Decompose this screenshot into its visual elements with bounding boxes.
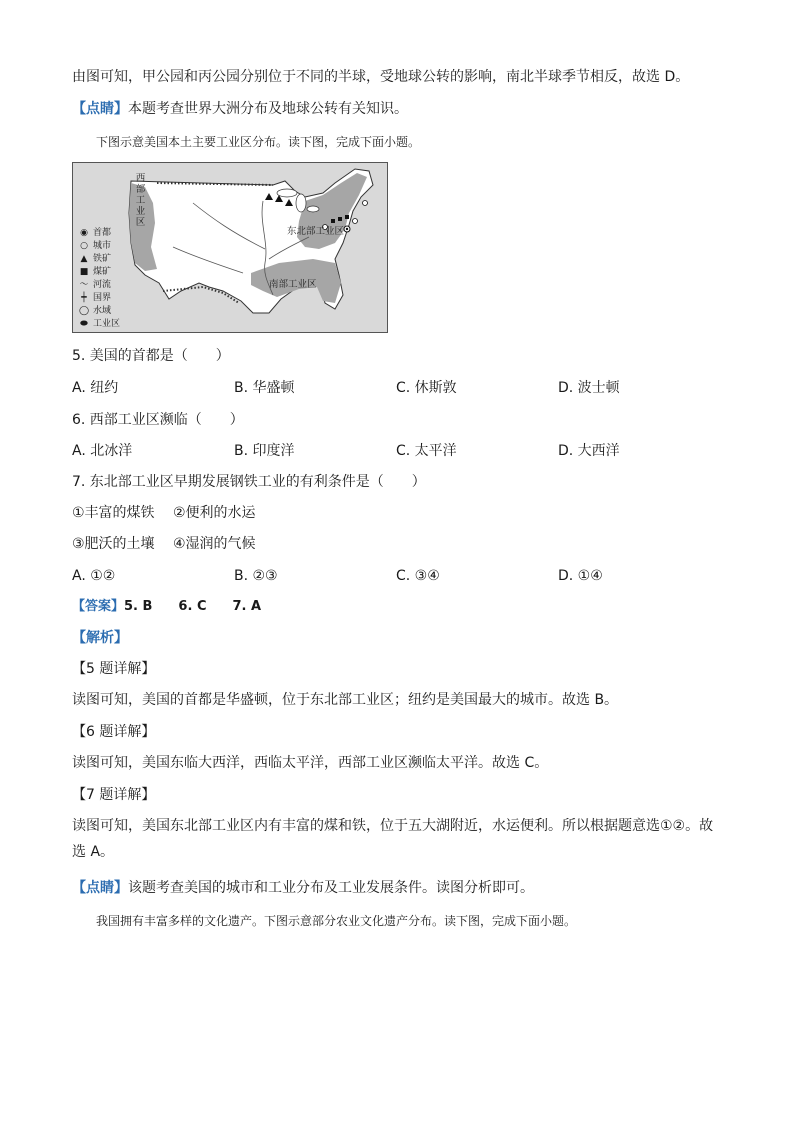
- option-a[interactable]: A. 北冰洋: [72, 443, 133, 459]
- map-legend: [77, 227, 120, 331]
- us-map-graphic: [73, 163, 387, 332]
- river-icon: 〜: [79, 280, 89, 290]
- answer-text: 5. B 6. C 7. A: [124, 599, 262, 614]
- q6-detail-text: 读图可知，美国东临大西洋，西临太平洋，西部工业区濒临太平洋。故选 C。: [72, 755, 549, 771]
- option-d[interactable]: D. ①④: [558, 568, 603, 584]
- capital-icon: ◉: [80, 228, 88, 238]
- option-b[interactable]: B. 印度洋: [234, 443, 295, 459]
- coal-mine-icon: ■: [79, 267, 89, 277]
- map-intro: 下图示意美国本土主要工业区分布。读下图，完成下面小题。: [96, 135, 421, 149]
- comment-tag: 【点睛】: [72, 880, 128, 896]
- legend-label: 城市: [93, 241, 112, 251]
- option-c[interactable]: C. 太平洋: [396, 443, 457, 459]
- legend-label: 国界: [93, 293, 112, 303]
- city-icon: ○: [80, 241, 88, 251]
- answer-line: [72, 597, 261, 617]
- comment-text: 本题考查世界大洲分布及地球公转有关知识。: [128, 101, 408, 117]
- option-a[interactable]: A. ①②: [72, 568, 116, 584]
- intro-comment: [72, 99, 408, 119]
- comment-tag: 【点睛】: [72, 101, 128, 117]
- question-7-statement-2: ③肥沃的土壤 ④湿润的气候: [72, 536, 256, 552]
- answer-tag: 【答案】: [72, 599, 125, 614]
- intro-line: 由图可知，甲公园和丙公园分别位于不同的半球，受地球公转的影响，南北半球季节相反，故选 D。: [72, 69, 690, 85]
- northeast-zone-label: 东北部工业区: [287, 226, 345, 237]
- option-a[interactable]: A. 纽约: [72, 380, 119, 396]
- q5-detail-title: 【5 题详解】: [72, 661, 156, 677]
- question-7-stem: 7. 东北部工业区早期发展钢铁工业的有利条件是（ ）: [72, 474, 426, 490]
- legend-label: 煤矿: [93, 267, 112, 277]
- legend-label: 铁矿: [93, 254, 112, 264]
- legend-label: 工业区: [93, 319, 121, 329]
- analysis-comment: [72, 878, 534, 898]
- legend-label: 河流: [93, 280, 112, 290]
- legend-row: [77, 292, 120, 305]
- question-7-statement-1: ①丰富的煤铁 ②便利的水运: [72, 505, 256, 521]
- question-6-stem: 6. 西部工业区濒临（ ）: [72, 412, 244, 428]
- q7-detail-title: 【7 题详解】: [72, 787, 156, 803]
- legend-row: [77, 305, 120, 318]
- legend-label: 首都: [93, 228, 112, 238]
- legend-row: [77, 318, 120, 331]
- q7-detail-text: 读图可知，美国东北部工业区内有丰富的煤和铁，位于五大湖附近，水运便利。所以根据题意选①②。故选 A。: [72, 818, 714, 860]
- water-icon: ◯: [78, 306, 90, 316]
- legend-row: [77, 227, 120, 240]
- legend-label: 水域: [93, 306, 112, 316]
- option-c[interactable]: C. ③④: [396, 568, 440, 584]
- q5-detail-text: 读图可知，美国的首都是华盛顿，位于东北部工业区；纽约是美国最大的城市。故选 B。: [72, 692, 619, 708]
- legend-row: [77, 279, 120, 292]
- industrial-zone-icon: ⬬: [80, 319, 88, 329]
- border-icon: ┿: [81, 293, 87, 303]
- option-d[interactable]: D. 波士顿: [558, 380, 620, 396]
- q6-detail-title: 【6 题详解】: [72, 724, 156, 740]
- question-5-stem: 5. 美国的首都是（ ）: [72, 348, 230, 364]
- legend-row: [77, 240, 120, 253]
- south-zone-label: 南部工业区: [269, 279, 317, 290]
- next-section-intro: 我国拥有丰富多样的文化遗产。下图示意部分农业文化遗产分布。读下图，完成下面小题。: [96, 914, 577, 928]
- option-c[interactable]: C. 休斯敦: [396, 380, 457, 396]
- west-zone-label: 西部工业区: [135, 173, 146, 228]
- option-b[interactable]: B. 华盛顿: [234, 380, 295, 396]
- us-industrial-map: [72, 162, 388, 333]
- legend-row: [77, 253, 120, 266]
- option-d[interactable]: D. 大西洋: [558, 443, 620, 459]
- iron-ore-icon: ▲: [80, 254, 88, 264]
- comment-text: 该题考查美国的城市和工业分布及工业发展条件。读图分析即可。: [128, 880, 534, 896]
- legend-row: [77, 266, 120, 279]
- option-b[interactable]: B. ②③: [234, 568, 278, 584]
- analysis-tag: 【解析】: [72, 630, 128, 646]
